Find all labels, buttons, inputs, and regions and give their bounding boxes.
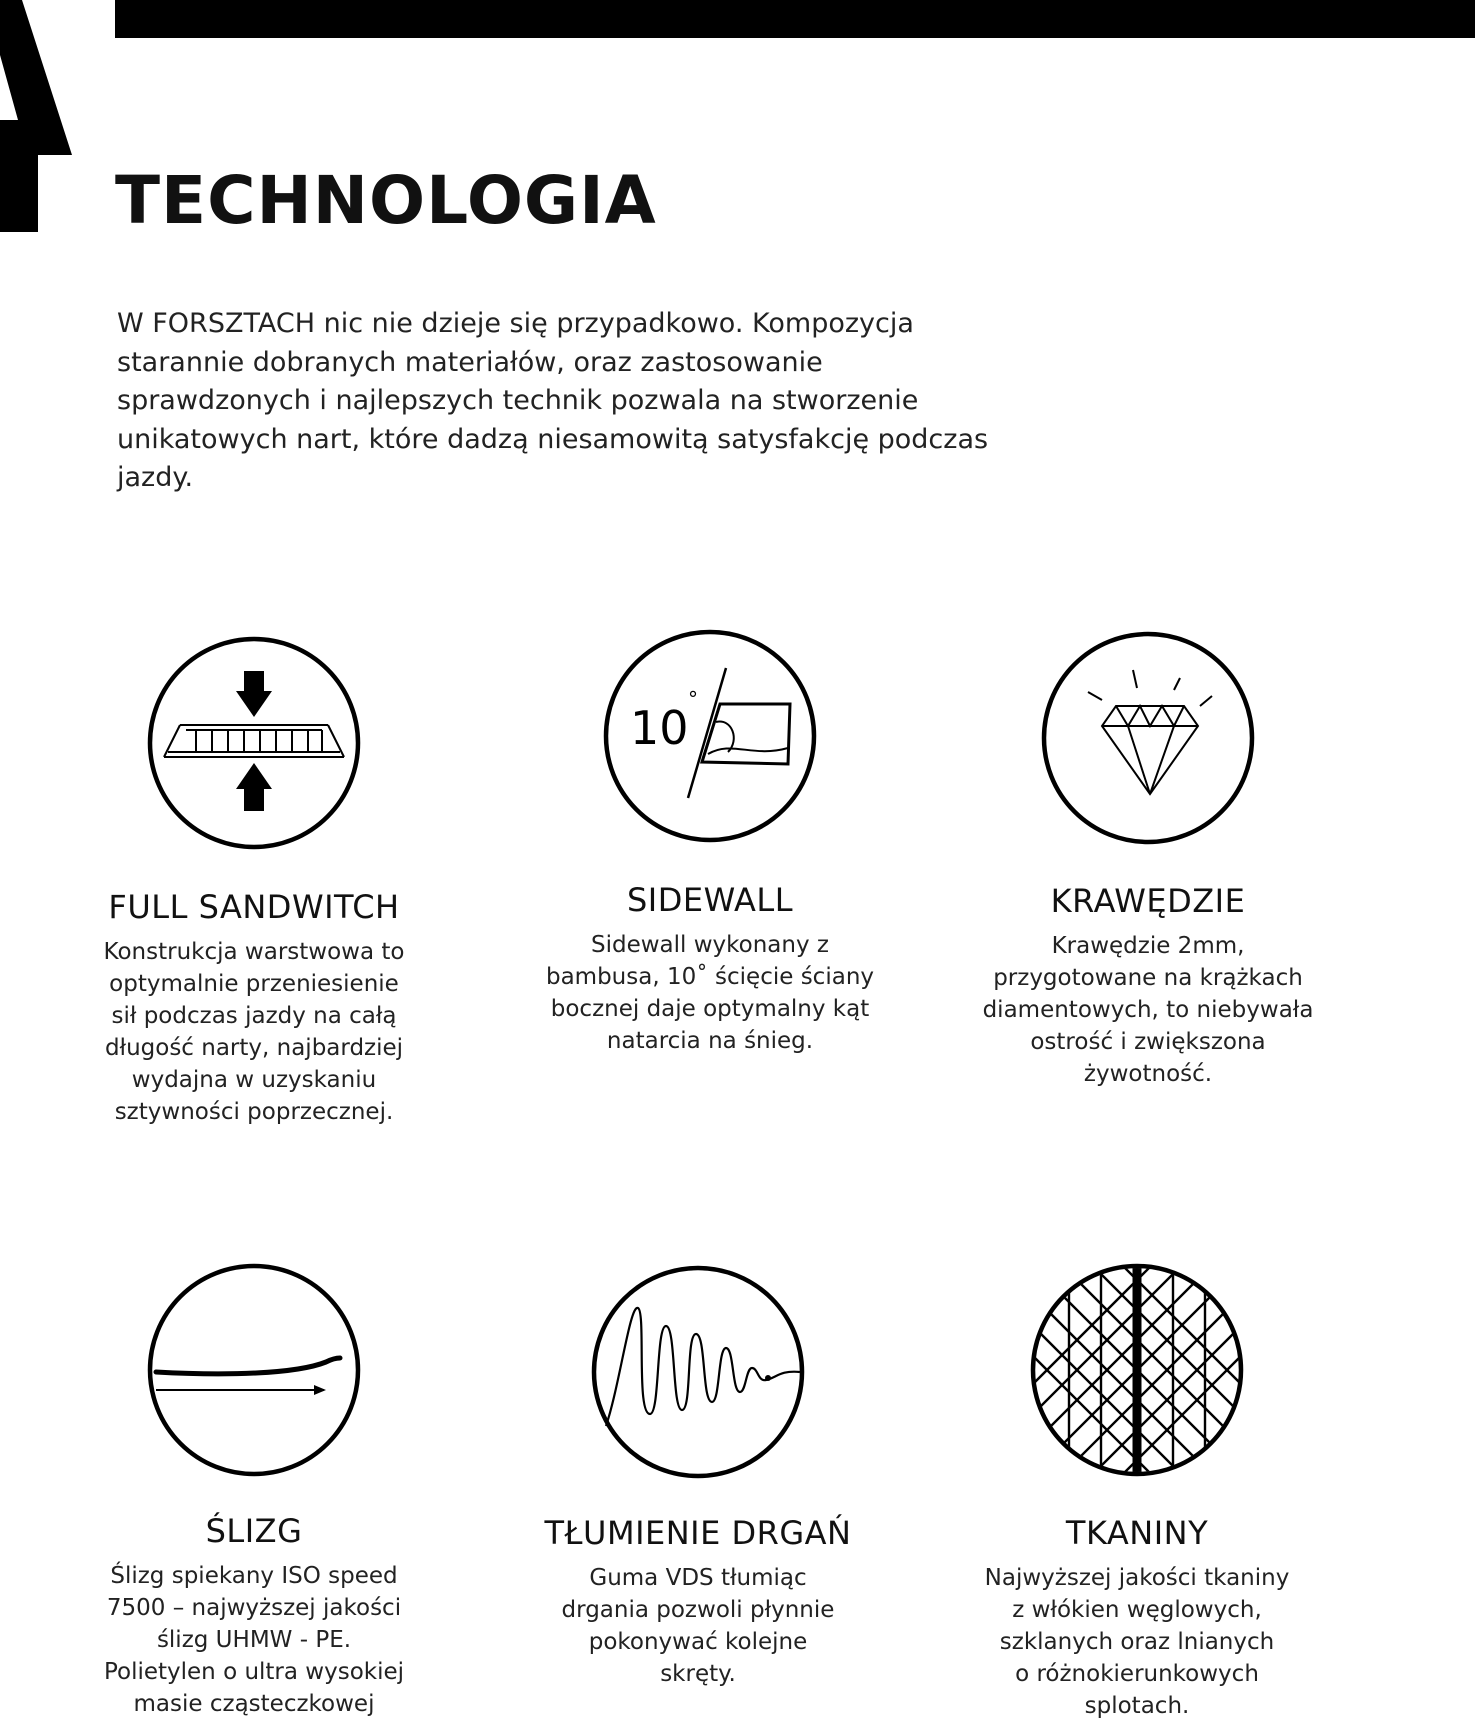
fabric-weave-icon [1029, 1262, 1245, 1478]
intro-paragraph: W FORSZTACH nic nie dzieje się przypadkowo. Kompozycja starannie dobranych materiałów, oraz zastosowanie sprawdzonych i najlepszych technik pozwala na stworzenie unikatowych nart, które dadzą niesamowitą satysfakcję podczas jazdy. [117, 308, 989, 493]
sandwich-layers-icon [146, 635, 362, 851]
sidewall-angle-label: 10 [630, 701, 689, 755]
feature-description: Najwyższej jakości tkaniny z włókien węglowych, szklanych oraz lnianych o różnokierunkowych splotach. [984, 1565, 1290, 1720]
feature-description: Konstrukcja warstwowa to optymalnie przeniesienie sił podczas jazdy na całą długość narty, najbardziej wydajna w uzyskaniu sztywności poprzecznej. [103, 939, 405, 1126]
feature-krawedzie [938, 630, 1358, 1090]
top-bar [115, 0, 1475, 38]
feature-title: KRAWĘDZIE [1050, 882, 1246, 920]
feature-full-sandwitch [44, 635, 464, 1128]
brand-logo-icon [0, 0, 80, 232]
sidewall-degree-mark: ° [688, 687, 698, 711]
feature-sidewall [500, 628, 920, 1057]
feature-description: Guma VDS tłumiąc drgania pozwoli płynnie pokonywać kolejne skręty. [561, 1565, 835, 1688]
vibration-damping-icon [590, 1264, 806, 1480]
feature-tlumienie-drgan [488, 1264, 908, 1690]
feature-title: FULL SANDWITCH [108, 888, 400, 926]
feature-tkaniny [927, 1262, 1347, 1722]
feature-title: TŁUMIENIE DRGAŃ [544, 1514, 852, 1552]
feature-description: Ślizg spiekany ISO speed 7500 – najwyższej jakości ślizg UHMW - PE. Polietylen o ultra wysokiej masie cząsteczkowej [103, 1563, 405, 1718]
feature-slizg [44, 1262, 464, 1720]
sidewall-angle-icon [602, 628, 818, 844]
diamond-icon [1040, 630, 1256, 846]
feature-title: ŚLIZG [205, 1512, 303, 1550]
feature-description: Krawędzie 2mm, przygotowane na krążkach diamentowych, to niebywała ostrość i zwiększona żywotność. [982, 933, 1314, 1088]
glide-base-icon [146, 1262, 362, 1478]
page-title: TECHNOLOGIA [115, 162, 657, 239]
feature-title: TKANINY [1065, 1514, 1209, 1552]
feature-title: SIDEWALL [626, 881, 794, 919]
feature-description: Sidewall wykonany z bambusa, 10˚ ścięcie ściany bocznej daje optymalny kąt natarcia na śnieg. [545, 932, 875, 1055]
